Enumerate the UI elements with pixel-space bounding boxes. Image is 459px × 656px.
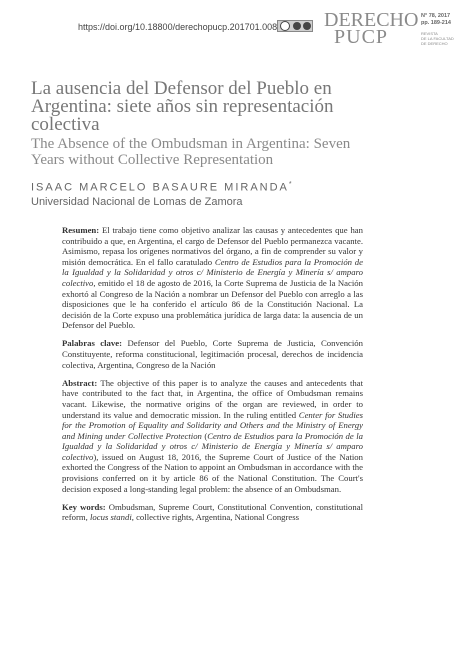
revista-label: [421, 31, 454, 46]
locus-standi-term: locus standi: [89, 512, 132, 523]
revista-line: REVISTA: [421, 31, 438, 36]
brand-line-2: PUCP: [334, 26, 389, 48]
issue-info: [421, 13, 451, 27]
title-english: The Absence of the Ombudsman in Argentina: Seven Years without Collective Representation: [31, 136, 351, 168]
abstract-text: (: [201, 430, 208, 441]
case-title-es: Centro de Estudios para la Promoción de la Igualdad y la Solidaridad y otros c/ Ministerio de Energía y Minería s/ amparo colectivo: [62, 430, 363, 462]
author-name-text: ISAAC MARCELO BASAURE MIRANDA: [31, 181, 289, 194]
author-footnote-mark[interactable]: *: [288, 181, 292, 188]
author-name: [31, 181, 292, 194]
by-person-icon: [293, 22, 301, 30]
author-affiliation: Universidad Nacional de Lomas de Zamora: [31, 196, 243, 208]
issue-number: N° 78, 2017: [421, 13, 451, 19]
nc-icon: [303, 22, 311, 30]
creative-commons-badge-icon: [277, 20, 313, 32]
case-title-en: Center for Studies for the Promotion of Equality and Solidarity and Others and the Ministry of Energy and Mining under Collective Protection: [62, 409, 363, 441]
revista-line: DE LA FACULTAD: [421, 36, 454, 41]
abstract-label: Abstract:: [62, 377, 98, 388]
key-words-text: Ombudsman, Supreme Court, Constitutional Convention, constitutional reform,: [62, 501, 363, 523]
resumen-label: Resumen:: [62, 225, 100, 235]
key-words-label: Key words:: [62, 501, 106, 512]
revista-line: DE DERECHO: [421, 41, 448, 46]
abstract-block: [62, 225, 363, 530]
page-header: [0, 0, 459, 48]
case-title-es: Centro de Estudios para la Promoción de la Igualdad y la Solidaridad y otros c/ Ministerio de Energía y Minería s/ amparo colectivo: [62, 256, 363, 288]
journal-logo: [324, 9, 419, 48]
page-range: pp. 189-214: [421, 20, 451, 26]
palabras-clave-label: Palabras clave:: [62, 338, 122, 349]
abstract-text: ), issued on August 18, 2016, the Supreme Court of Justice of the Nation exhorted the Congress of the Nation to appoint an Ombudsman in accordance with the provisions conferred on it by article 86 of the National Constitution. The Court's decision exposed a long-standing legal problem: the absence of an Ombudsman.: [62, 451, 363, 494]
brand-line-1: DERECHO: [324, 9, 419, 31]
palabras-clave-text: Defensor del Pueblo, Corte Suprema de Justicia, Convención Constituyente, reforma constitucional, legitimación procesal, derechos de incidencia colectiva, Argentina, Congreso de la Nación: [62, 338, 363, 370]
doi-link[interactable]: https://doi.org/10.18800/derechopucp.201701.008: [78, 22, 278, 32]
cc-circle-icon: [280, 21, 290, 31]
resumen-text: , emitido el 18 de agosto de 2016, la Corte Suprema de Justicia de la Nación exhortó al Congreso de la Nación a nombrar un Defensor del Pueblo con arreglo a las disposiciones que le ha conferido el artículo 86 de la Constitución Nacional. La decisión de la Corte expuso una problemática jurídica de larga data: la ausencia de un Defensor del Pueblo.: [62, 277, 363, 331]
key-words-paragraph: [62, 502, 363, 523]
resumen-text: El trabajo tiene como objetivo analizar las causas y antecedentes que han contribuido a que, en Argentina, el cargo de Defensor del Pueblo permanezca vacante. Asimismo, repasa los orígenes normativos del órgano, a fin de comprender su valor y misión democrática. En el fallo caratulado: [62, 225, 363, 267]
palabras-clave-paragraph: [62, 338, 363, 370]
abstract-paragraph: [62, 378, 363, 495]
title-spanish: La ausencia del Defensor del Pueblo en Argentina: siete años sin representación colectiva: [31, 78, 334, 135]
resumen-paragraph: [62, 225, 363, 331]
key-words-text: , collective rights, Argentina, National Congress: [131, 512, 300, 523]
abstract-text: The objective of this paper is to analyze the causes and antecedents that have contributed to the fact that, in Argentina, the office of Ombudsman remains vacant. Likewise, the normative origins of the organ are reviewed, in order to understand its value and democratic mission. In the ruling entitled: [62, 377, 363, 420]
